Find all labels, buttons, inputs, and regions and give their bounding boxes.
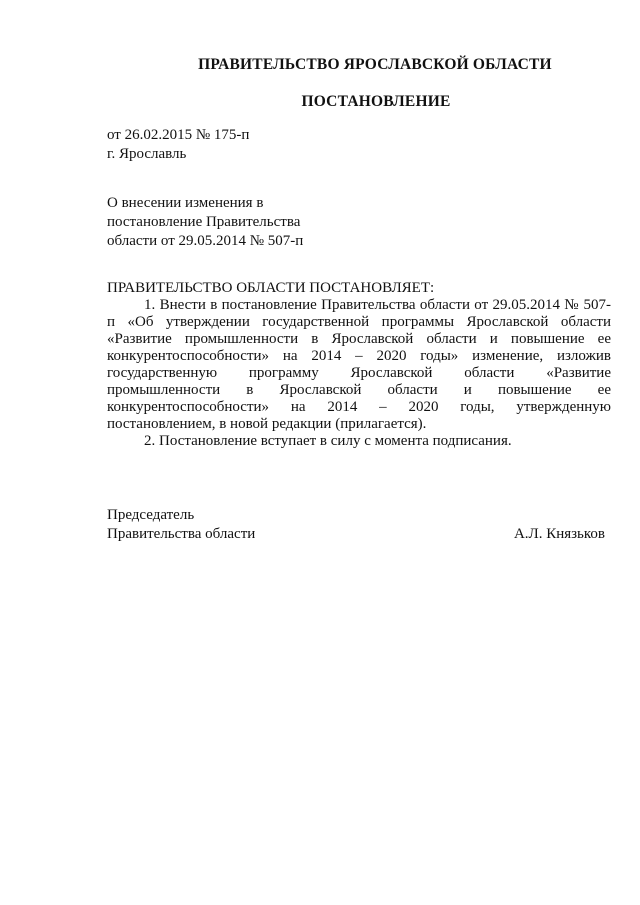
signatory-name: А.Л. Князьков bbox=[513, 526, 605, 542]
city: г. Ярославль bbox=[107, 146, 187, 162]
decree-item-1: 1. Внести в постановление Правительства области от 29.05.2014 № 507-п «Об утверждении государственной программы Ярославской области «Развитие промышленности в Ярославской области и повышение ее конкурентоспособности» на 2014 – 2020 годы» изменение, изложив государственную программу Ярославской области «Развитие промышленности в Ярославской области и повышение ее конкурентоспособности» на 2014 – 2020 годы, утвержденную постановлением, в новой редакции (прилагается). bbox=[107, 297, 611, 432]
signature-row bbox=[107, 525, 605, 544]
organization-title: ПРАВИТЕЛЬСТВО ЯРОСЛАВСКОЙ ОБЛАСТИ bbox=[198, 56, 552, 73]
subject-line-2: постановление Правительства bbox=[107, 214, 301, 230]
signatory-position-line-1: Председатель bbox=[107, 507, 195, 523]
document-meta bbox=[107, 126, 249, 164]
decree-body bbox=[107, 280, 611, 450]
date-number: от 26.02.2015 № 175-п bbox=[107, 127, 250, 143]
signatory-position-line-2: Правительства области bbox=[107, 526, 256, 542]
document-subject bbox=[107, 194, 303, 251]
decree-heading: ПРАВИТЕЛЬСТВО ОБЛАСТИ ПОСТАНОВЛЯЕТ: bbox=[107, 280, 435, 296]
signature-block bbox=[107, 506, 605, 544]
decree-item-2: 2. Постановление вступает в силу с момента подписания. bbox=[144, 433, 512, 449]
subject-line-1: О внесении изменения в bbox=[107, 195, 264, 211]
document-type-title: ПОСТАНОВЛЕНИЕ bbox=[301, 93, 451, 110]
subject-line-3: области от 29.05.2014 № 507-п bbox=[107, 233, 304, 249]
